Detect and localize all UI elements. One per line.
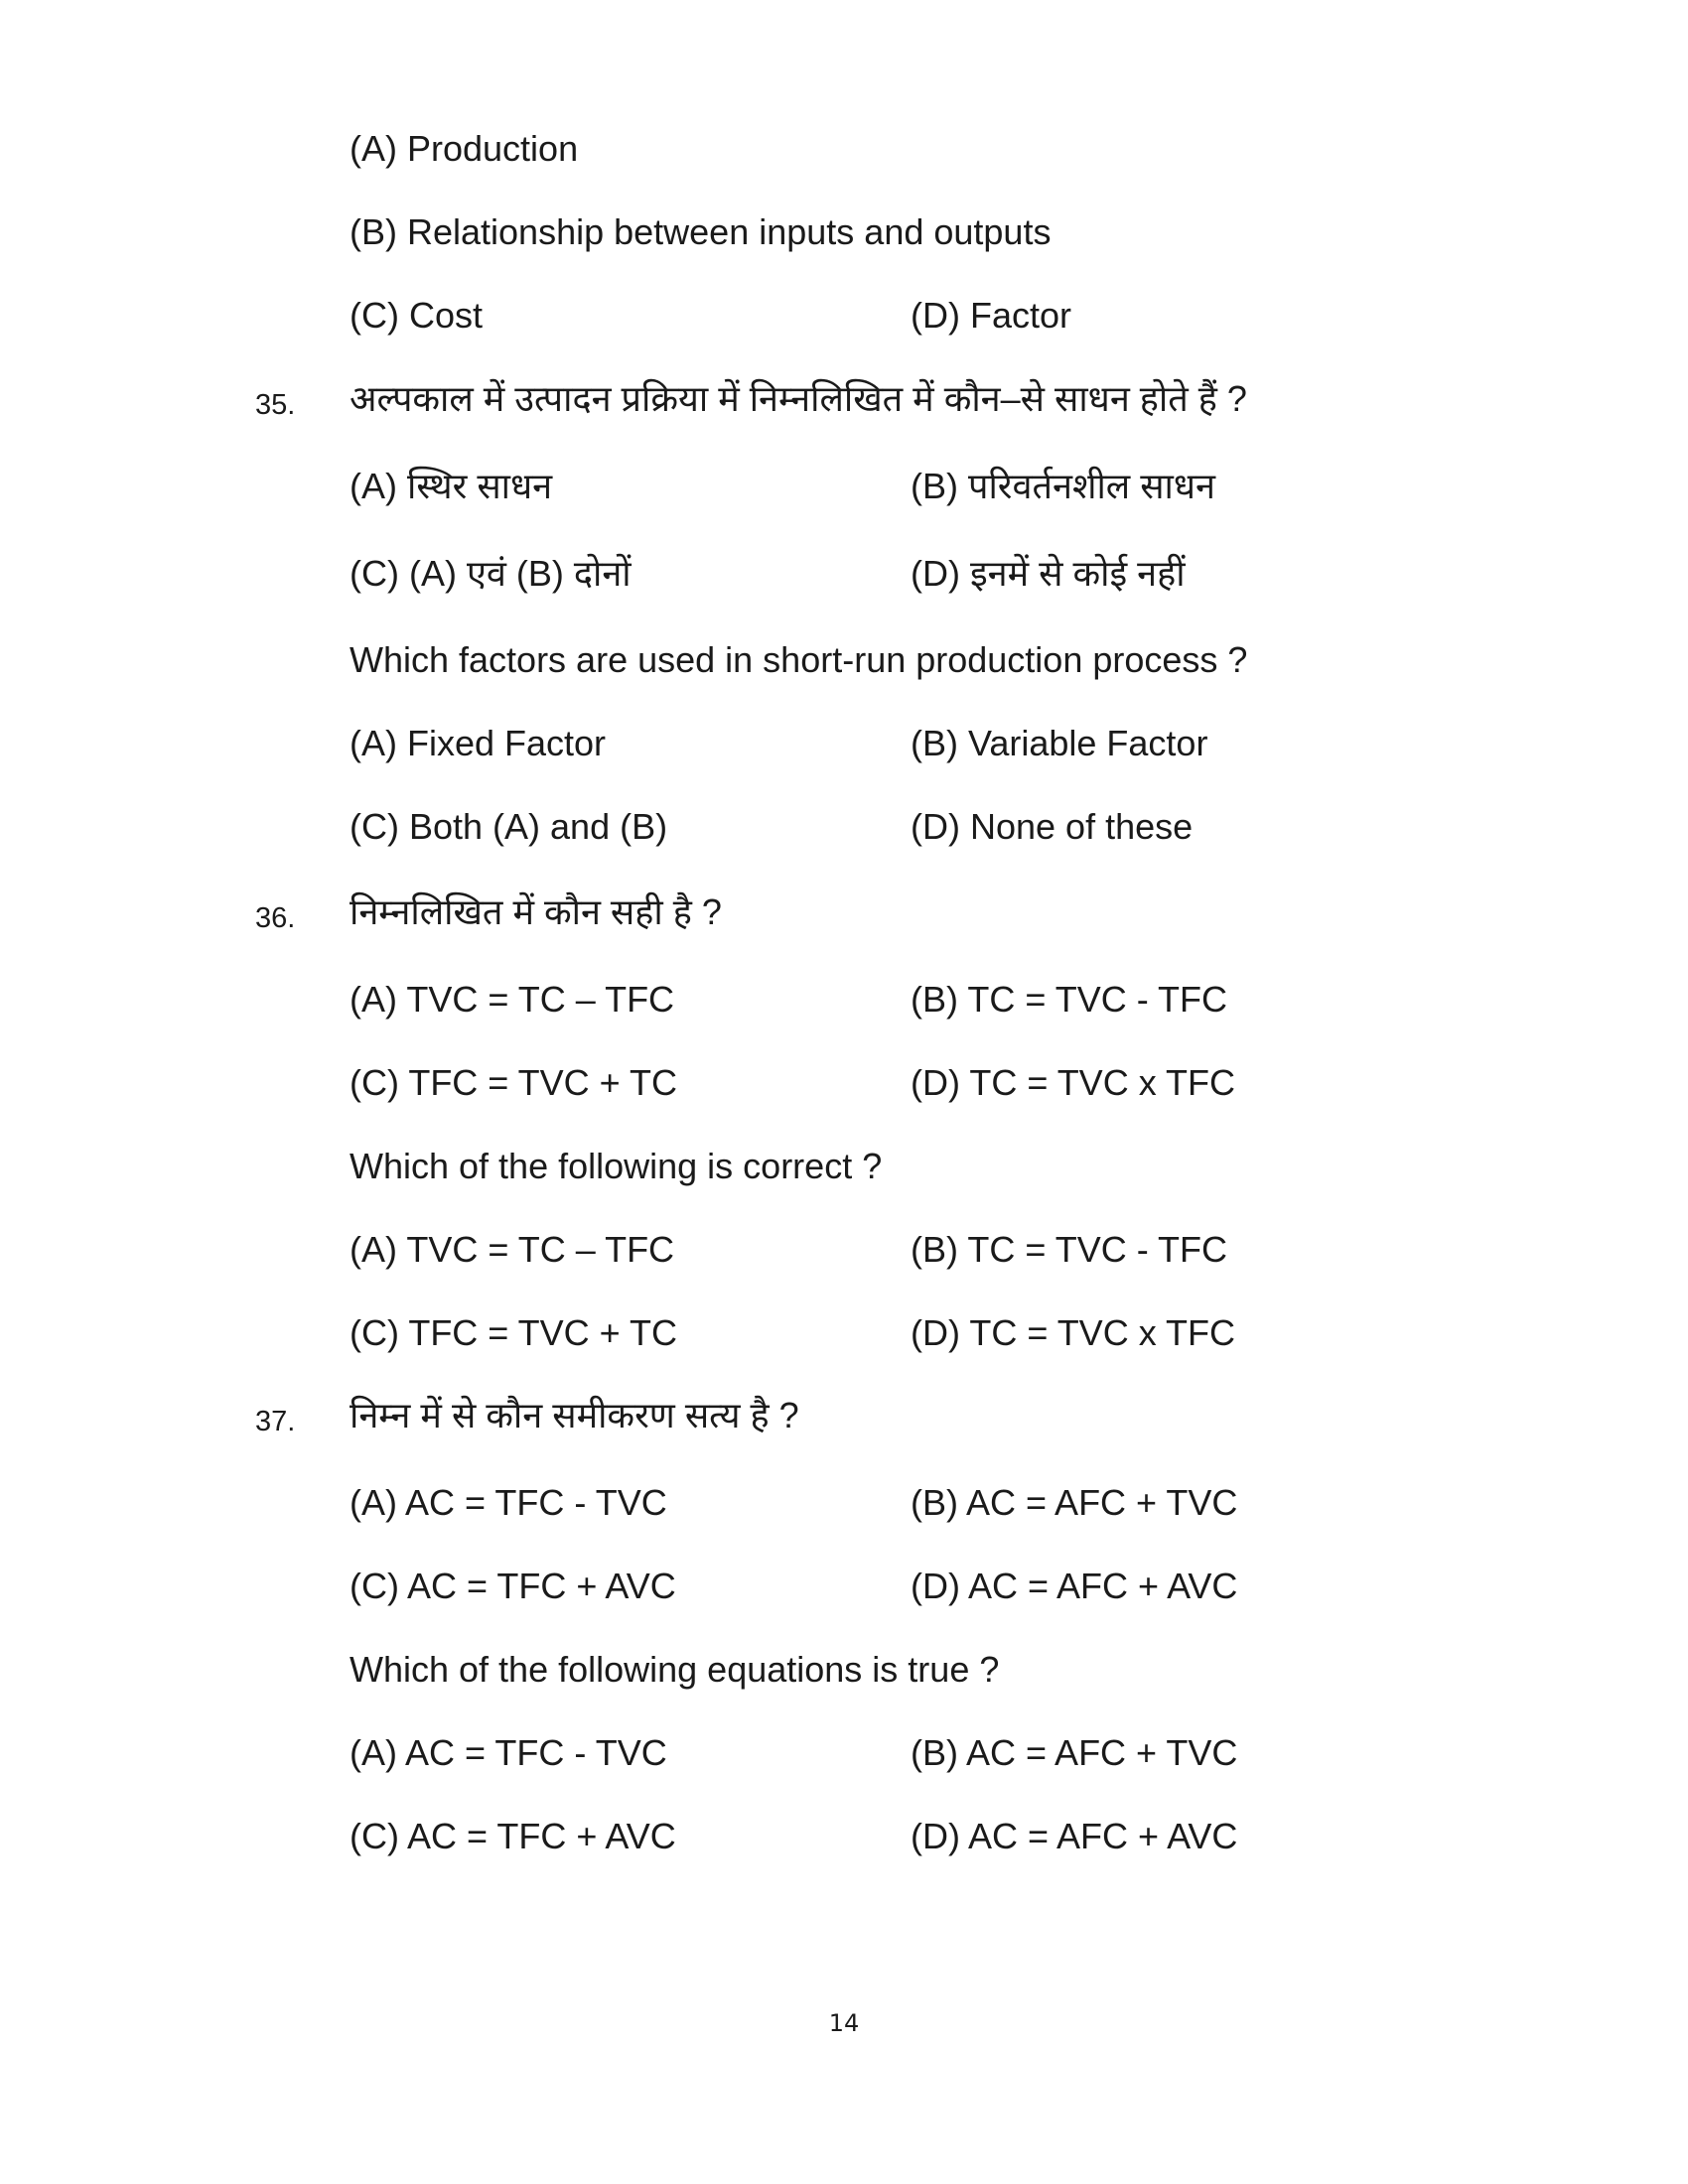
option-d-english: (D) TC = TVC x TFC	[911, 1312, 1236, 1353]
option-c-english: (C) TFC = TVC + TC	[350, 1312, 678, 1353]
question-text-english: Which factors are used in short-run production process ?	[350, 639, 1248, 680]
question-number: 37.	[255, 1406, 296, 1437]
option-b-hindi: (B) परिवर्तनशील साधन	[911, 466, 1215, 506]
option-a-hindi: (A) TVC = TC – TFC	[350, 979, 675, 1020]
option-c-hindi: (C) AC = TFC + AVC	[350, 1566, 676, 1606]
question-text-hindi: निम्नलिखित में कौन सही है ?	[350, 891, 722, 932]
option-a-english: (A) TVC = TC – TFC	[350, 1229, 675, 1270]
option-b-english: (B) TC = TVC - TFC	[911, 1229, 1228, 1270]
option-a: (A) Production	[350, 128, 579, 169]
option-a-english: (A) Fixed Factor	[350, 723, 607, 763]
option-b-english: (B) AC = AFC + TVC	[911, 1732, 1238, 1773]
question-text-hindi: अल्पकाल में उत्पादन प्रक्रिया में निम्नलिखित में कौन–से साधन होते हैं ?	[350, 378, 1247, 419]
option-d-hindi: (D) TC = TVC x TFC	[911, 1062, 1236, 1103]
option-b-hindi: (B) AC = AFC + TVC	[911, 1482, 1238, 1523]
option-d: (D) Factor	[911, 295, 1071, 336]
option-b-english: (B) Variable Factor	[911, 723, 1208, 763]
option-d-hindi: (D) AC = AFC + AVC	[911, 1566, 1238, 1606]
option-d-english: (D) AC = AFC + AVC	[911, 1816, 1238, 1856]
option-a-hindi: (A) स्थिर साधन	[350, 466, 553, 506]
option-b: (B) Relationship between inputs and outputs	[350, 211, 1052, 252]
option-b-hindi: (B) TC = TVC - TFC	[911, 979, 1228, 1020]
option-c: (C) Cost	[350, 295, 483, 336]
option-a-english: (A) AC = TFC - TVC	[350, 1732, 667, 1773]
question-number: 36.	[255, 902, 296, 934]
option-c-english: (C) Both (A) and (B)	[350, 806, 668, 847]
option-c-hindi: (C) (A) एवं (B) दोनों	[350, 553, 632, 594]
option-c-english: (C) AC = TFC + AVC	[350, 1816, 676, 1856]
option-c-hindi: (C) TFC = TVC + TC	[350, 1062, 678, 1103]
question-number: 35.	[255, 389, 296, 421]
question-text-english: Which of the following is correct ?	[350, 1146, 883, 1186]
option-a-hindi: (A) AC = TFC - TVC	[350, 1482, 667, 1523]
option-d-hindi: (D) इनमें से कोई नहीं	[911, 553, 1186, 594]
question-text-hindi: निम्न में से कौन समीकरण सत्य है ?	[350, 1395, 799, 1435]
question-text-english: Which of the following equations is true ?	[350, 1649, 1000, 1690]
option-d-english: (D) None of these	[911, 806, 1194, 847]
page-number: 14	[828, 2009, 860, 2037]
